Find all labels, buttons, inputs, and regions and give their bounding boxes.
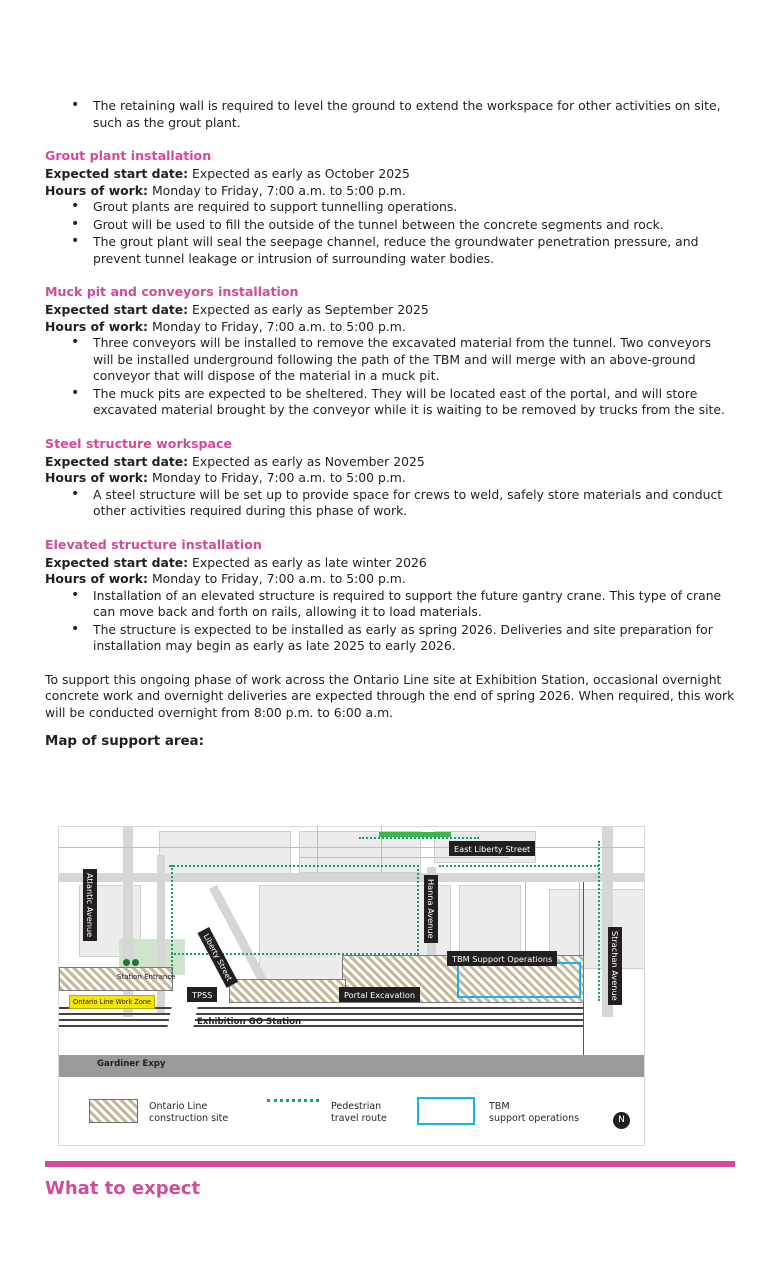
pedestrian-route: [169, 865, 419, 867]
road-east-liberty: [59, 873, 644, 882]
section-hours: [45, 470, 735, 487]
legend-swatch-construction-site: [89, 1099, 138, 1123]
legend-swatch-tbm-support: [417, 1097, 475, 1125]
map-block: [159, 831, 291, 875]
section-bullet-list: [45, 487, 735, 520]
spacer: [45, 420, 735, 436]
compass-north-icon: N: [613, 1112, 630, 1129]
label-expected-start-date: Expected start date:: [45, 166, 189, 181]
label-liberty-street: Liberty Street: [198, 927, 239, 988]
list-item: • Three conveyors will be installed to remove the excavated material from the tunnel. Two conveyors will be installed underground following the path of the TBM and will merge with an above-ground conveyor that will dispose of the material in a muck pit.: [71, 335, 735, 385]
value-expected-start-date: Expected as early as November 2025: [188, 453, 425, 469]
spacer: [45, 268, 735, 284]
list-item: • Grout plants are required to support tunnelling operations.: [71, 199, 735, 216]
station-entrance-icon: [123, 959, 130, 966]
legend-swatch-pedestrian-route: [267, 1099, 319, 1102]
section-hours: [45, 571, 735, 588]
label-gardiner-expy: Gardiner Expy: [97, 1059, 166, 1069]
access-road: [161, 1003, 198, 1055]
section-start-date: [45, 555, 735, 572]
section-start-date: [45, 166, 735, 183]
section-heading: Grout plant installation: [45, 148, 212, 163]
value-hours-of-work: Monday to Friday, 7:00 a.m. to 5:00 p.m.: [148, 318, 406, 334]
label-expected-start-date: Expected start date:: [45, 554, 189, 570]
legend-label-line2: construction site: [149, 1112, 229, 1124]
map-guide-line: [59, 847, 644, 848]
label-station-entrance: Station Entrance: [117, 973, 176, 981]
section-elevated-structure-installation: [45, 537, 735, 655]
pedestrian-route: [171, 865, 173, 977]
label-hours-of-work: Hours of work:: [45, 182, 148, 198]
section-heading: Muck pit and conveyors installation: [45, 284, 299, 299]
list-item: • Installation of an elevated structure is required to support the future gantry crane. This type of crane can move back and forth on rails, allowing it to load materials.: [71, 588, 735, 621]
list-item: • The structure is expected to be installed as early as spring 2026. Deliveries and site preparation for installation may begin as early as late 2025 to early 2026.: [71, 622, 735, 655]
section-divider: [45, 1161, 735, 1167]
value-expected-start-date: Expected as early as October 2025: [188, 166, 410, 181]
legend-label-line2: travel route: [331, 1112, 387, 1124]
list-item: • The muck pits are expected to be sheltered. They will be located east of the portal, and will store excavated material brought by the conveyor while it is waiting to be removed by trucks from the site.: [71, 386, 735, 419]
label-tpss: TPSS: [187, 987, 217, 1002]
rail-line: [59, 1013, 583, 1015]
value-hours-of-work: Monday to Friday, 7:00 a.m. to 5:00 p.m.: [148, 182, 406, 198]
section-start-date: [45, 302, 735, 319]
section-heading: Steel structure workspace: [45, 435, 233, 451]
closing-paragraph: To support this ongoing phase of work across the Ontario Line site at Exhibition Station, occasional overnight concrete work and overnight deliveries are expected through the end of spring 2026. When required, this work will be conducted overnight from 8:00 p.m. to 6:00 a.m.: [45, 671, 735, 721]
list-item: • A steel structure will be set up to provide space for crews to weld, safely store materials and conduct other activities required during this phase of work.: [71, 487, 735, 520]
construction-zone-hatch: [229, 979, 346, 1003]
section-hours: [45, 183, 735, 200]
list-item: • Grout will be used to fill the outside of the tunnel between the concrete segments and rock.: [71, 217, 735, 234]
pedestrian-route: [359, 837, 479, 839]
value-expected-start-date: Expected as early as September 2025: [188, 302, 429, 317]
legend-label-line1: TBM: [489, 1101, 510, 1112]
map-title: Map of support area:: [45, 733, 204, 749]
label-exhibition-go-station: Exhibition GO Station: [197, 1017, 302, 1027]
map-guide-line: [299, 857, 509, 858]
map-legend: [59, 1082, 644, 1145]
value-hours-of-work: Monday to Friday, 7:00 a.m. to 5:00 p.m.: [148, 470, 406, 485]
label-east-liberty-street: East Liberty Street: [449, 841, 535, 856]
road-minor-vertical: [157, 855, 165, 1015]
section-hours: [45, 319, 735, 336]
label-atlantic-avenue: Atlantic Avenue: [83, 869, 97, 941]
pedestrian-route: [439, 865, 599, 867]
section-muck-pit-and-conveyors-installation: [45, 284, 735, 419]
spacer: [45, 521, 735, 537]
section-grout-plant-installation: [45, 148, 735, 267]
spacer: [45, 722, 735, 734]
label-hours-of-work: Hours of work:: [45, 571, 148, 586]
pedestrian-route: [598, 841, 600, 1001]
legend-label-line1: Pedestrian: [331, 1101, 382, 1112]
tbm-support-operations-box: [457, 962, 581, 998]
legend-label-line1: Ontario Line: [149, 1101, 208, 1112]
rail-line: [59, 1025, 583, 1027]
label-ontario-line-work-zone: Ontario Line Work Zone: [69, 995, 155, 1009]
station-entrance-icon: [132, 959, 139, 966]
label-expected-start-date: Expected start date:: [45, 453, 189, 469]
rail-line: [59, 1019, 583, 1021]
green-accent-bar: [379, 832, 451, 837]
list-item: • The grout plant will seal the seepage channel, reduce the groundwater penetration pressure, and prevent tunnel leakage or intrusion of surrounding water bodies.: [71, 234, 735, 267]
list-item: • The retaining wall is required to level the ground to extend the workspace for other activities on site, such as the grout plant.: [71, 98, 735, 131]
section-start-date: [45, 454, 735, 471]
section-steel-structure-workspace: [45, 436, 735, 520]
label-hours-of-work: Hours of work:: [45, 318, 148, 334]
value-expected-start-date: Expected as early as late winter 2026: [188, 554, 427, 570]
label-portal-excavation: Portal Excavation: [339, 987, 420, 1002]
map-of-support-area: [58, 826, 645, 1146]
value-hours-of-work: Monday to Friday, 7:00 a.m. to 5:00 p.m.: [148, 571, 406, 586]
section-bullet-list: [45, 335, 735, 419]
section-heading: Elevated structure installation: [45, 536, 262, 552]
pedestrian-route: [417, 865, 419, 955]
section-bullet-list: [45, 199, 735, 267]
label-expected-start-date: Expected start date:: [45, 302, 189, 317]
spacer: [45, 132, 735, 148]
document-content: [45, 98, 735, 757]
section-bullet-list: [45, 588, 735, 655]
spacer: [45, 656, 735, 672]
intro-bullet-list: [45, 98, 735, 131]
label-hours-of-work: Hours of work:: [45, 470, 148, 485]
label-strachan-avenue: Strachan Avenue: [608, 927, 622, 1005]
label-tbm-support-operations: TBM Support Operations: [447, 951, 557, 966]
page-heading-what-to-expect: What to expect: [45, 1178, 201, 1199]
legend-label-line2: support operations: [489, 1112, 580, 1124]
label-hanna-avenue: Hanna Avenue: [424, 875, 438, 943]
